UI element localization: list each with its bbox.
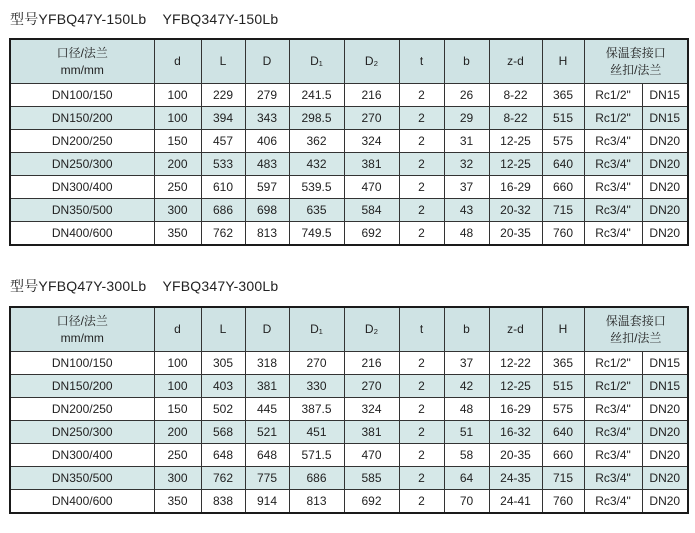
table-body-150lb (10, 84, 688, 246)
table-cell: 775 (245, 467, 289, 490)
table-cell: 406 (245, 130, 289, 153)
table-cell: 2 (399, 199, 444, 222)
table-cell: 457 (201, 130, 245, 153)
table-cell: 571.5 (289, 444, 344, 467)
table-cell: 813 (289, 490, 344, 514)
table-cell: DN20 (642, 467, 688, 490)
table-cell: 200 (154, 153, 201, 176)
spec-table-300lb (9, 306, 689, 514)
table-cell: 381 (245, 375, 289, 398)
table-row (10, 375, 688, 398)
table-cell: 715 (542, 199, 584, 222)
size-cell: DN100/150 (10, 352, 154, 375)
table-cell: 648 (201, 444, 245, 467)
table-row (10, 199, 688, 222)
col-header-d2: D₂ (344, 307, 399, 352)
table-cell: 762 (201, 467, 245, 490)
table-cell: 270 (344, 375, 399, 398)
size-cell: DN200/250 (10, 398, 154, 421)
table-cell: 584 (344, 199, 399, 222)
table-cell: DN20 (642, 176, 688, 199)
table-cell: Rc3/4" (584, 421, 642, 444)
table-cell: 32 (444, 153, 489, 176)
col-header-zd: z-d (489, 39, 542, 84)
table-cell: 660 (542, 176, 584, 199)
table-body-300lb (10, 352, 688, 514)
table-header-row (10, 307, 688, 352)
table-cell: 12-25 (489, 153, 542, 176)
table-cell: DN15 (642, 107, 688, 130)
table-cell: 100 (154, 84, 201, 107)
table-cell: 26 (444, 84, 489, 107)
table-cell: 813 (245, 222, 289, 246)
table-cell: 16-32 (489, 421, 542, 444)
table-cell: 762 (201, 222, 245, 246)
table-cell: 648 (245, 444, 289, 467)
table-cell: 2 (399, 153, 444, 176)
table-cell: 760 (542, 490, 584, 514)
table-cell: Rc3/4" (584, 130, 642, 153)
table-cell: 692 (344, 222, 399, 246)
table-cell: 279 (245, 84, 289, 107)
table-cell: 318 (245, 352, 289, 375)
col-header-d-outer: D (245, 307, 289, 352)
table-cell: 692 (344, 490, 399, 514)
table-cell: Rc1/2" (584, 84, 642, 107)
table-cell: 838 (201, 490, 245, 514)
table-cell: 365 (542, 352, 584, 375)
table-cell: 568 (201, 421, 245, 444)
size-cell: DN400/600 (10, 222, 154, 246)
col-header-d: d (154, 39, 201, 84)
table-cell: Rc3/4" (584, 444, 642, 467)
table-cell: 381 (344, 153, 399, 176)
size-cell: DN100/150 (10, 84, 154, 107)
table-title-150lb: 型号YFBQ47Y-150Lb YFBQ347Y-150Lb (10, 11, 279, 27)
col-header-l: L (201, 307, 245, 352)
table-cell: Rc3/4" (584, 176, 642, 199)
table-cell: 24-41 (489, 490, 542, 514)
table-cell: Rc3/4" (584, 199, 642, 222)
table-cell: 445 (245, 398, 289, 421)
size-cell: DN150/200 (10, 375, 154, 398)
table-cell: 350 (154, 490, 201, 514)
table-row (10, 107, 688, 130)
table-cell: 241.5 (289, 84, 344, 107)
table-cell: 250 (154, 176, 201, 199)
table-cell: 2 (399, 398, 444, 421)
table-cell: 2 (399, 444, 444, 467)
size-cell: DN300/400 (10, 444, 154, 467)
size-cell: DN250/300 (10, 153, 154, 176)
table-cell: 575 (542, 398, 584, 421)
table-cell: 51 (444, 421, 489, 444)
size-cell: DN350/500 (10, 199, 154, 222)
table-cell: 250 (154, 444, 201, 467)
table-cell: 31 (444, 130, 489, 153)
table-cell: 8-22 (489, 84, 542, 107)
table-cell: 539.5 (289, 176, 344, 199)
table-cell: 2 (399, 130, 444, 153)
table-cell: 16-29 (489, 398, 542, 421)
size-cell: DN200/250 (10, 130, 154, 153)
table-cell: DN20 (642, 444, 688, 467)
table-cell: DN20 (642, 421, 688, 444)
table-cell: 2 (399, 176, 444, 199)
jacket-header: 保温套接口 丝扣/法兰 (584, 307, 688, 352)
table-cell: 64 (444, 467, 489, 490)
table-cell: 635 (289, 199, 344, 222)
table-cell: 300 (154, 467, 201, 490)
table-cell: 100 (154, 107, 201, 130)
table-cell: Rc3/4" (584, 153, 642, 176)
col-header-h: H (542, 307, 584, 352)
table-cell: 330 (289, 375, 344, 398)
table-cell: 300 (154, 199, 201, 222)
table-cell: 8-22 (489, 107, 542, 130)
table-cell: 150 (154, 398, 201, 421)
table-cell: 660 (542, 444, 584, 467)
table-cell: 640 (542, 421, 584, 444)
col-header-zd: z-d (489, 307, 542, 352)
col-header-b: b (444, 39, 489, 84)
table-cell: 12-25 (489, 375, 542, 398)
table-cell: 515 (542, 375, 584, 398)
table-row (10, 153, 688, 176)
col-header-b: b (444, 307, 489, 352)
size-header: 口径/法兰 mm/mm (10, 39, 154, 84)
table-cell: 403 (201, 375, 245, 398)
table-cell: Rc1/2" (584, 107, 642, 130)
table-cell: 698 (245, 199, 289, 222)
jacket-header: 保温套接口 丝扣/法兰 (584, 39, 688, 84)
table-cell: DN20 (642, 199, 688, 222)
table-cell: 515 (542, 107, 584, 130)
col-header-t: t (399, 39, 444, 84)
col-header-t: t (399, 307, 444, 352)
table-cell: 100 (154, 352, 201, 375)
table-cell: 229 (201, 84, 245, 107)
table-cell: 150 (154, 130, 201, 153)
table-cell: 2 (399, 375, 444, 398)
table-header-row (10, 39, 688, 84)
table-cell: 29 (444, 107, 489, 130)
size-cell: DN350/500 (10, 467, 154, 490)
table-cell: 324 (344, 398, 399, 421)
table-cell: 12-22 (489, 352, 542, 375)
table-cell: 387.5 (289, 398, 344, 421)
table-cell: 715 (542, 467, 584, 490)
table-cell: 521 (245, 421, 289, 444)
table-cell: 37 (444, 352, 489, 375)
table-cell: 324 (344, 130, 399, 153)
table-cell: 2 (399, 352, 444, 375)
table-cell: 2 (399, 84, 444, 107)
table-cell: 12-25 (489, 130, 542, 153)
table-cell: 381 (344, 421, 399, 444)
table-cell: 100 (154, 375, 201, 398)
table-cell: Rc3/4" (584, 490, 642, 514)
table-cell: 2 (399, 467, 444, 490)
table-cell: 2 (399, 421, 444, 444)
table-cell: Rc1/2" (584, 375, 642, 398)
table-cell: 20-32 (489, 199, 542, 222)
table-cell: 362 (289, 130, 344, 153)
table-cell: 533 (201, 153, 245, 176)
table-cell: 640 (542, 153, 584, 176)
size-cell: DN250/300 (10, 421, 154, 444)
table-row (10, 130, 688, 153)
spec-table-150lb (9, 38, 689, 246)
table-cell: 216 (344, 84, 399, 107)
table-row (10, 352, 688, 375)
table-row (10, 467, 688, 490)
size-cell: DN300/400 (10, 176, 154, 199)
col-header-d-outer: D (245, 39, 289, 84)
table-cell: 16-29 (489, 176, 542, 199)
table-cell: 270 (344, 107, 399, 130)
table-cell: 2 (399, 222, 444, 246)
col-header-d2: D₂ (344, 39, 399, 84)
table-row (10, 222, 688, 246)
table-cell: 20-35 (489, 444, 542, 467)
table-cell: Rc3/4" (584, 467, 642, 490)
table-cell: DN20 (642, 153, 688, 176)
table-cell: 200 (154, 421, 201, 444)
table-cell: 305 (201, 352, 245, 375)
table-cell: 42 (444, 375, 489, 398)
size-cell: DN150/200 (10, 107, 154, 130)
table-cell: 686 (289, 467, 344, 490)
table-cell: 2 (399, 490, 444, 514)
table-cell: Rc3/4" (584, 222, 642, 246)
table-cell: 37 (444, 176, 489, 199)
table-cell: 760 (542, 222, 584, 246)
table-row (10, 421, 688, 444)
table-cell: 451 (289, 421, 344, 444)
table-cell: 24-35 (489, 467, 542, 490)
col-header-l: L (201, 39, 245, 84)
table-row (10, 490, 688, 514)
table-cell: 585 (344, 467, 399, 490)
col-header-h: H (542, 39, 584, 84)
table-cell: 432 (289, 153, 344, 176)
table-cell: 394 (201, 107, 245, 130)
table-row (10, 444, 688, 467)
size-header: 口径/法兰 mm/mm (10, 307, 154, 352)
table-cell: 365 (542, 84, 584, 107)
size-cell: DN400/600 (10, 490, 154, 514)
table-cell: 20-35 (489, 222, 542, 246)
table-cell: DN15 (642, 375, 688, 398)
table-cell: 483 (245, 153, 289, 176)
table-cell: DN20 (642, 490, 688, 514)
col-header-d1: D₁ (289, 307, 344, 352)
table-cell: 48 (444, 398, 489, 421)
table-row (10, 398, 688, 421)
table-cell: 502 (201, 398, 245, 421)
table-cell: 749.5 (289, 222, 344, 246)
table-cell: 470 (344, 176, 399, 199)
table-row (10, 176, 688, 199)
table-cell: 914 (245, 490, 289, 514)
table-cell: 610 (201, 176, 245, 199)
table-cell: 597 (245, 176, 289, 199)
table-cell: DN20 (642, 398, 688, 421)
table-cell: 470 (344, 444, 399, 467)
table-cell: 2 (399, 107, 444, 130)
col-header-d: d (154, 307, 201, 352)
table-cell: 43 (444, 199, 489, 222)
table-cell: DN15 (642, 84, 688, 107)
table-cell: 298.5 (289, 107, 344, 130)
table-cell: Rc1/2" (584, 352, 642, 375)
col-header-d1: D₁ (289, 39, 344, 84)
table-cell: 216 (344, 352, 399, 375)
table-cell: 48 (444, 222, 489, 246)
table-cell: 575 (542, 130, 584, 153)
table-cell: 350 (154, 222, 201, 246)
table-cell: 343 (245, 107, 289, 130)
table-cell: Rc3/4" (584, 398, 642, 421)
table-cell: DN15 (642, 352, 688, 375)
table-cell: DN20 (642, 130, 688, 153)
table-row (10, 84, 688, 107)
table-cell: 686 (201, 199, 245, 222)
table-cell: 70 (444, 490, 489, 514)
table-cell: DN20 (642, 222, 688, 246)
table-cell: 270 (289, 352, 344, 375)
table-cell: 58 (444, 444, 489, 467)
table-title-300lb: 型号YFBQ47Y-300Lb YFBQ347Y-300Lb (10, 278, 279, 294)
